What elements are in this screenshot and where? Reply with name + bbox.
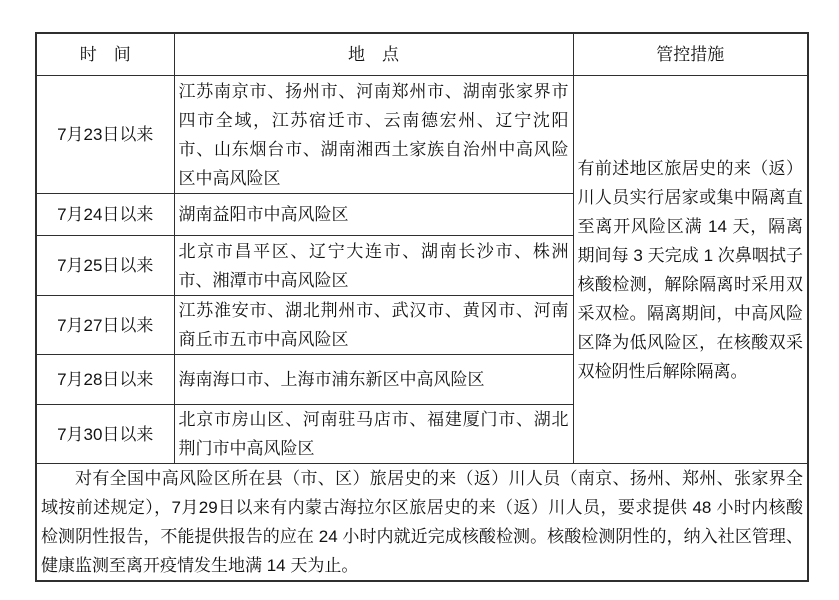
location-cell: 湖南益阳市中高风险区 (174, 194, 573, 236)
table-row (36, 76, 808, 194)
footer-paragraph: 对有全国中高风险区所在县（市、区）旅居史的来（返）川人员（南京、扬州、郑州、张家界全域按前述规定），7月29日以来有内蒙古海拉尔区旅居史的来（返）川人员，要求提供 48 小时内核酸检测阴性报告，不能提供报告的应在 24 小时内就近完成核酸检测。核酸检测阴性的，纳入社区管理、健康监测至离开疫情发生地满 14 天为止。 (41, 469, 803, 575)
location-cell: 北京市房山区、河南驻马店市、福建厦门市、湖北荆门市中高风险区 (174, 405, 573, 464)
footer-cell (36, 464, 808, 582)
time-cell: 7月23日以来 (36, 76, 174, 194)
column-header-measures: 管控措施 (573, 33, 808, 76)
risk-control-table (35, 32, 809, 582)
footer-row (36, 464, 808, 582)
location-cell: 海南海口市、上海市浦东新区中高风险区 (174, 355, 573, 405)
measures-cell: 有前述地区旅居史的来（返）川人员实行居家或集中隔离直至离开风险区满 14 天，隔离期间每 3 天完成 1 次鼻咽拭子核酸检测，解除隔离时采用双采双检。隔离期间，中高风险区降为低风险区，在核酸双采双检阴性后解除隔离。 (573, 76, 808, 464)
time-cell: 7月24日以来 (36, 194, 174, 236)
table-body (36, 76, 808, 464)
time-cell: 7月27日以来 (36, 296, 174, 355)
time-cell: 7月25日以来 (36, 236, 174, 296)
column-header-time: 时 间 (36, 33, 174, 76)
header-row (36, 33, 808, 76)
time-cell: 7月30日以来 (36, 405, 174, 464)
location-cell: 江苏淮安市、湖北荆州市、武汉市、黄冈市、河南商丘市五市中高风险区 (174, 296, 573, 355)
table-footer (36, 464, 808, 582)
location-cell: 北京市昌平区、辽宁大连市、湖南长沙市、株洲市、湘潭市中高风险区 (174, 236, 573, 296)
table-header (36, 33, 808, 76)
column-header-location: 地 点 (174, 33, 573, 76)
location-cell: 江苏南京市、扬州市、河南郑州市、湖南张家界市四市全域，江苏宿迁市、云南德宏州、辽宁沈阳市、山东烟台市、湖南湘西土家族自治州中高风险区中高风险区 (174, 76, 573, 194)
time-cell: 7月28日以来 (36, 355, 174, 405)
